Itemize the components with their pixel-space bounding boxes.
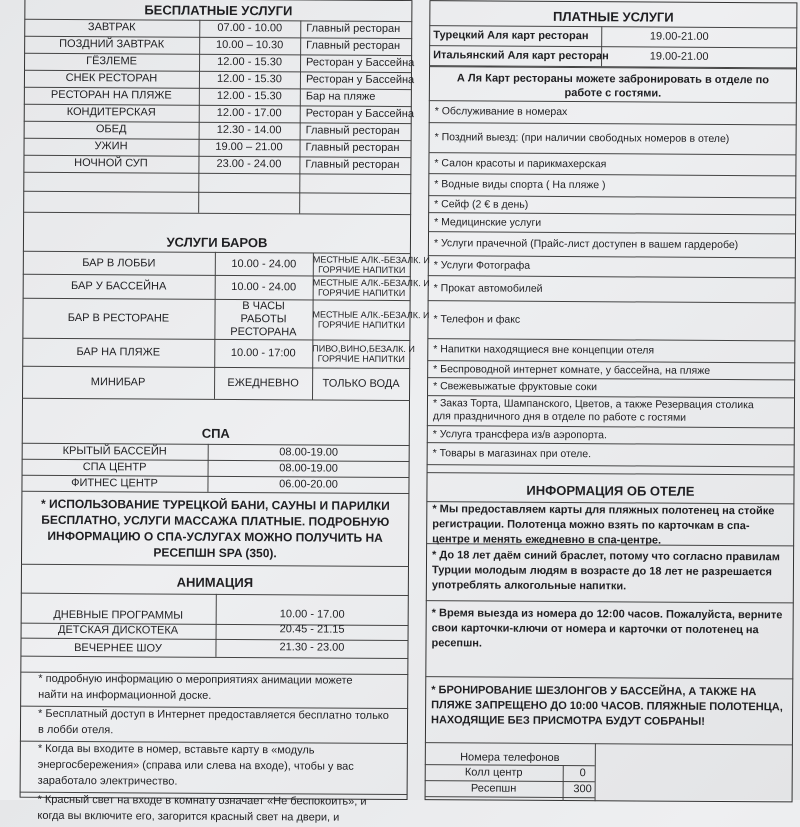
phones-title: Номера телефонов	[425, 751, 595, 765]
spa-note-line: РЕСЕПШН SPA (350).	[21, 545, 409, 561]
spa-title: СПА	[22, 426, 410, 441]
bar-hours-line: РЕСТОРАНА	[214, 326, 312, 340]
hotel-info-line: ресепшн.	[431, 637, 789, 652]
hotel-info-line: НАХОДЯЩИЕ БЕЗ ПРИСМОТРА БУДУТ СОБРАНЫ!	[431, 714, 789, 729]
paid-service-item: * Беспроводной интернет комнате, у бассейна, на пляже	[433, 363, 793, 378]
note-line: когда вы включите его, загорится красный свет на двери, и	[37, 810, 407, 825]
bar-name: БАР В РЕСТОРАНЕ	[22, 312, 214, 326]
paid-service-item: * Обслуживание в номерах	[435, 105, 795, 120]
paid-restaurant: Итальянский Аля карт ресторан	[433, 49, 601, 63]
animation-hours: 10.00 - 17.00	[216, 608, 409, 622]
hotel-info-line: * Мы предоставляем карты для пляжных полотенец на стойке	[432, 503, 790, 518]
paid-service-item: для праздничного дня в отделе по работе с гостями	[433, 410, 793, 425]
spa-facility: КРЫТЫЙ БАССЕЙН	[22, 445, 208, 459]
note-line: заработало электричество.	[38, 775, 408, 790]
paid-restaurant: Турецкий Аля карт ресторан	[433, 29, 601, 43]
paid-service-item: * Товары в магазинах при отеле.	[433, 447, 793, 462]
animation-program: ДНЕВНЫЕ ПРОГРАММЫ	[21, 609, 216, 623]
bar-name: МИНИБАР	[22, 376, 214, 390]
note-line: * Красный свет на входе в комнату означает «Не беспокоить», и	[38, 794, 408, 809]
free-service-name: НОЧНОЙ СУП	[23, 157, 198, 171]
note-line: * Когда вы входите в номер, вставьте карту в «модуль	[38, 743, 408, 758]
bar-drinks: МЕСТНЫЕ АЛК.-БЕЗАЛК. И	[313, 254, 411, 265]
hotel-info-line: регистрации. Полотенца можно взять по карточкам в спа-	[432, 518, 790, 533]
hotel-info-line: центре и менять ежедневно в спа-центре.	[432, 533, 790, 548]
spa-hours: 08.00-19.00	[208, 462, 410, 476]
spa-note-line: БЕСПЛАТНО, УСЛУГИ МАССАЖА ПЛАТНЫЕ. ПОДРОБНУЮ	[21, 513, 409, 529]
note-line: * подробную информацию о мероприятиях анимации можете	[38, 673, 408, 688]
free-service-place: Ресторан у Бассейна	[306, 56, 416, 70]
bar-hours-line: В ЧАСЫ	[215, 300, 313, 314]
free-service-name: ОБЕД	[24, 123, 199, 137]
animation-hours: 20.45 - 21.15	[216, 623, 409, 637]
paid-restaurant-hours: 19.00-21.00	[601, 50, 757, 64]
bars-title: УСЛУГИ БАРОВ	[23, 235, 411, 250]
phone-number: 300	[563, 783, 603, 796]
paid-restaurant-hours: 19.00-21.00	[601, 30, 757, 44]
free-service-place: Главный ресторан	[305, 158, 415, 172]
bar-drinks: ГОРЯЧИЕ НАПИТКИ	[313, 264, 411, 275]
note-line: найти на информационной доске.	[38, 689, 408, 704]
bar-hours-line: РАБОТЫ	[214, 313, 312, 327]
spa-hours: 08.00-19.00	[208, 446, 410, 460]
paid-service-item: * Услуги Фотографа	[434, 259, 794, 274]
free-service-place: Главный ресторан	[306, 39, 416, 53]
hotel-info-line: * БРОНИРОВАНИЕ ШЕЗЛОНГОВ У БАССЕЙНА, А ТАКЖЕ НА	[431, 684, 789, 699]
free-service-time: 12.00 - 15.30	[199, 56, 300, 70]
phone-label: Ресепшн	[425, 782, 563, 796]
free-service-place: Главный ресторан	[306, 124, 416, 138]
note-line: в лобби отеля.	[38, 724, 408, 739]
hotel-info-line: * До 18 лет даём синий браслет, потому что согласно правилам	[432, 549, 790, 564]
free-services-title: БЕСПЛАТНЫЕ УСЛУГИ	[24, 3, 412, 18]
paid-service-item: * Услуга трансфера из/в аэропорта.	[433, 428, 793, 443]
free-service-name: ГЁЗЛЕМЕ	[24, 55, 199, 69]
free-service-time: 07.00 - 10.00	[199, 22, 300, 36]
bar-name: БАР У БАССЕЙНА	[23, 280, 215, 294]
hotel-info-line: ПЛЯЖЕ ЗАПРЕЩЕНО ДО 10:00 ЧАСОВ. ПЛЯЖНЫЕ ПОЛОТЕНЦА,	[431, 699, 789, 714]
bar-drinks: ГОРЯЧИЕ НАПИТКИ	[312, 319, 410, 330]
spa-note-line: ИНФОРМАЦИЮ О СПА-УСЛУГАХ МОЖНО ПОЛУЧИТЬ НА	[21, 529, 409, 545]
paid-service-item: * Медицинские услуги	[434, 216, 794, 231]
bar-hours: 10.00 - 17:00	[214, 347, 312, 361]
paid-service-item: * Водные виды спорта ( На пляже )	[434, 178, 794, 193]
bar-drinks: ГОРЯЧИЕ НАПИТКИ	[312, 353, 410, 364]
free-service-name: РЕСТОРАН НА ПЛЯЖЕ	[24, 89, 199, 103]
free-service-place: Ресторан у Бассейна	[306, 107, 416, 121]
free-service-place: Главный ресторан	[306, 22, 416, 36]
free-service-time: 12.00 - 17.00	[199, 107, 300, 121]
note-line: * Бесплатный доступ в Интернет предоставляется бесплатно только	[38, 708, 408, 723]
bar-drinks: ТОЛЬКО ВОДА	[312, 377, 410, 391]
right-column	[429, 0, 797, 2]
spa-facility: СПА ЦЕНТР	[22, 461, 208, 475]
free-service-time: 12.30 - 14.00	[199, 124, 300, 138]
bar-drinks: ГОРЯЧИЕ НАПИТКИ	[313, 287, 411, 298]
booking-note: работе с гостями.	[429, 86, 797, 101]
note-line: энергосбережения» (справа или слева на входе), чтобы у вас	[38, 759, 408, 774]
paid-service-item: * Телефон и факс	[433, 313, 793, 328]
paid-service-item: * Напитки находящиеся вне концепции отеля	[433, 343, 793, 358]
free-service-place: Бар на пляже	[306, 90, 416, 104]
column-divider	[563, 765, 564, 801]
hotel-info-title: ИНФОРМАЦИЯ ОБ ОТЕЛЕ	[426, 483, 794, 498]
phone-number: 0	[563, 767, 603, 780]
hotel-info-line: Турции молодым людям в возрасте до 18 лет не разрешается	[432, 564, 790, 579]
bar-drinks: МЕСТНЫЕ АЛК.-БЕЗАЛК. И	[312, 309, 410, 320]
bar-hours: ЕЖЕДНЕВНО	[214, 377, 312, 391]
spa-note-line: * ИСПОЛЬЗОВАНИЕ ТУРЕЦКОЙ БАНИ, САУНЫ И ПАРИЛКИ	[21, 497, 409, 513]
paid-service-item: * Свежевыжатые фруктовые соки	[433, 380, 793, 395]
spa-hours: 06.00-20.00	[207, 478, 409, 492]
booking-note: А Ля Карт рестораны можете забронировать в отделе по	[429, 72, 797, 87]
free-service-name: УЖИН	[24, 140, 199, 154]
free-service-time: 19.00 – 21.00	[199, 141, 300, 155]
animation-hours: 21.30 - 23.00	[215, 641, 408, 655]
animation-program: ВЕЧЕРНЕЕ ШОУ	[20, 642, 215, 656]
free-service-time: 10.00 – 10.30	[199, 39, 300, 53]
free-service-name: ЗАВТРАК	[24, 21, 199, 35]
paid-service-item: * Поздний выезд: (при наличии свободных номеров в отеле)	[435, 131, 795, 146]
free-service-time: 23.00 - 24.00	[198, 158, 299, 172]
free-service-time: 12.00 - 15.30	[199, 73, 300, 87]
spa-facility: ФИТНЕС ЦЕНТР	[21, 477, 207, 491]
paid-service-item: * Салон красоты и парикмахерская	[434, 157, 794, 172]
hotel-info-line: употреблять алкогольные напитки.	[432, 579, 790, 594]
free-service-place: Ресторан у Бассейна	[306, 73, 416, 87]
paid-service-item: * Прокат автомобилей	[434, 282, 794, 297]
bar-hours: 10.00 - 24.00	[215, 257, 313, 271]
animation-program: ДЕТСКАЯ ДИСКОТЕКА	[21, 624, 216, 638]
free-service-name: СНЕК РЕСТОРАН	[24, 72, 199, 86]
free-service-place: Главный ресторан	[305, 141, 415, 155]
animation-title: АНИМАЦИЯ	[21, 575, 409, 590]
bar-hours: 10.00 - 24.00	[215, 281, 313, 295]
bar-name: БАР НА ПЛЯЖЕ	[22, 346, 214, 360]
hotel-info-line: свои карточки-ключи от номера и карточки от полотенец на	[432, 622, 790, 637]
paid-service-item: * Сейф (2 € в день)	[434, 198, 794, 213]
bar-name: БАР В ЛОББИ	[23, 256, 215, 270]
bar-drinks: МЕСТНЫЕ АЛК.-БЕЗАЛК. И	[313, 277, 411, 288]
free-service-name: КОНДИТЕРСКАЯ	[24, 106, 199, 120]
paid-services-title: ПЛАТНЫЕ УСЛУГИ	[429, 9, 797, 24]
paid-service-item: * Заказ Торта, Шампанского, Цветов, а также Резервация столика	[433, 397, 793, 412]
phone-label: Колл центр	[425, 766, 563, 780]
free-service-name: ПОЗДНИЙ ЗАВТРАК	[24, 38, 199, 52]
paid-service-item: * Услуги прачечной (Прайс-лист доступен в вашем гардеробе)	[434, 237, 794, 252]
bar-drinks: ПИВО,ВИНО,БЕЗАЛК. И	[312, 343, 410, 354]
free-service-time: 12.00 - 15.30	[199, 90, 300, 104]
hotel-info-line: * Время выезда из номера до 12:00 часов. Пожалуйста, верните	[432, 607, 790, 622]
